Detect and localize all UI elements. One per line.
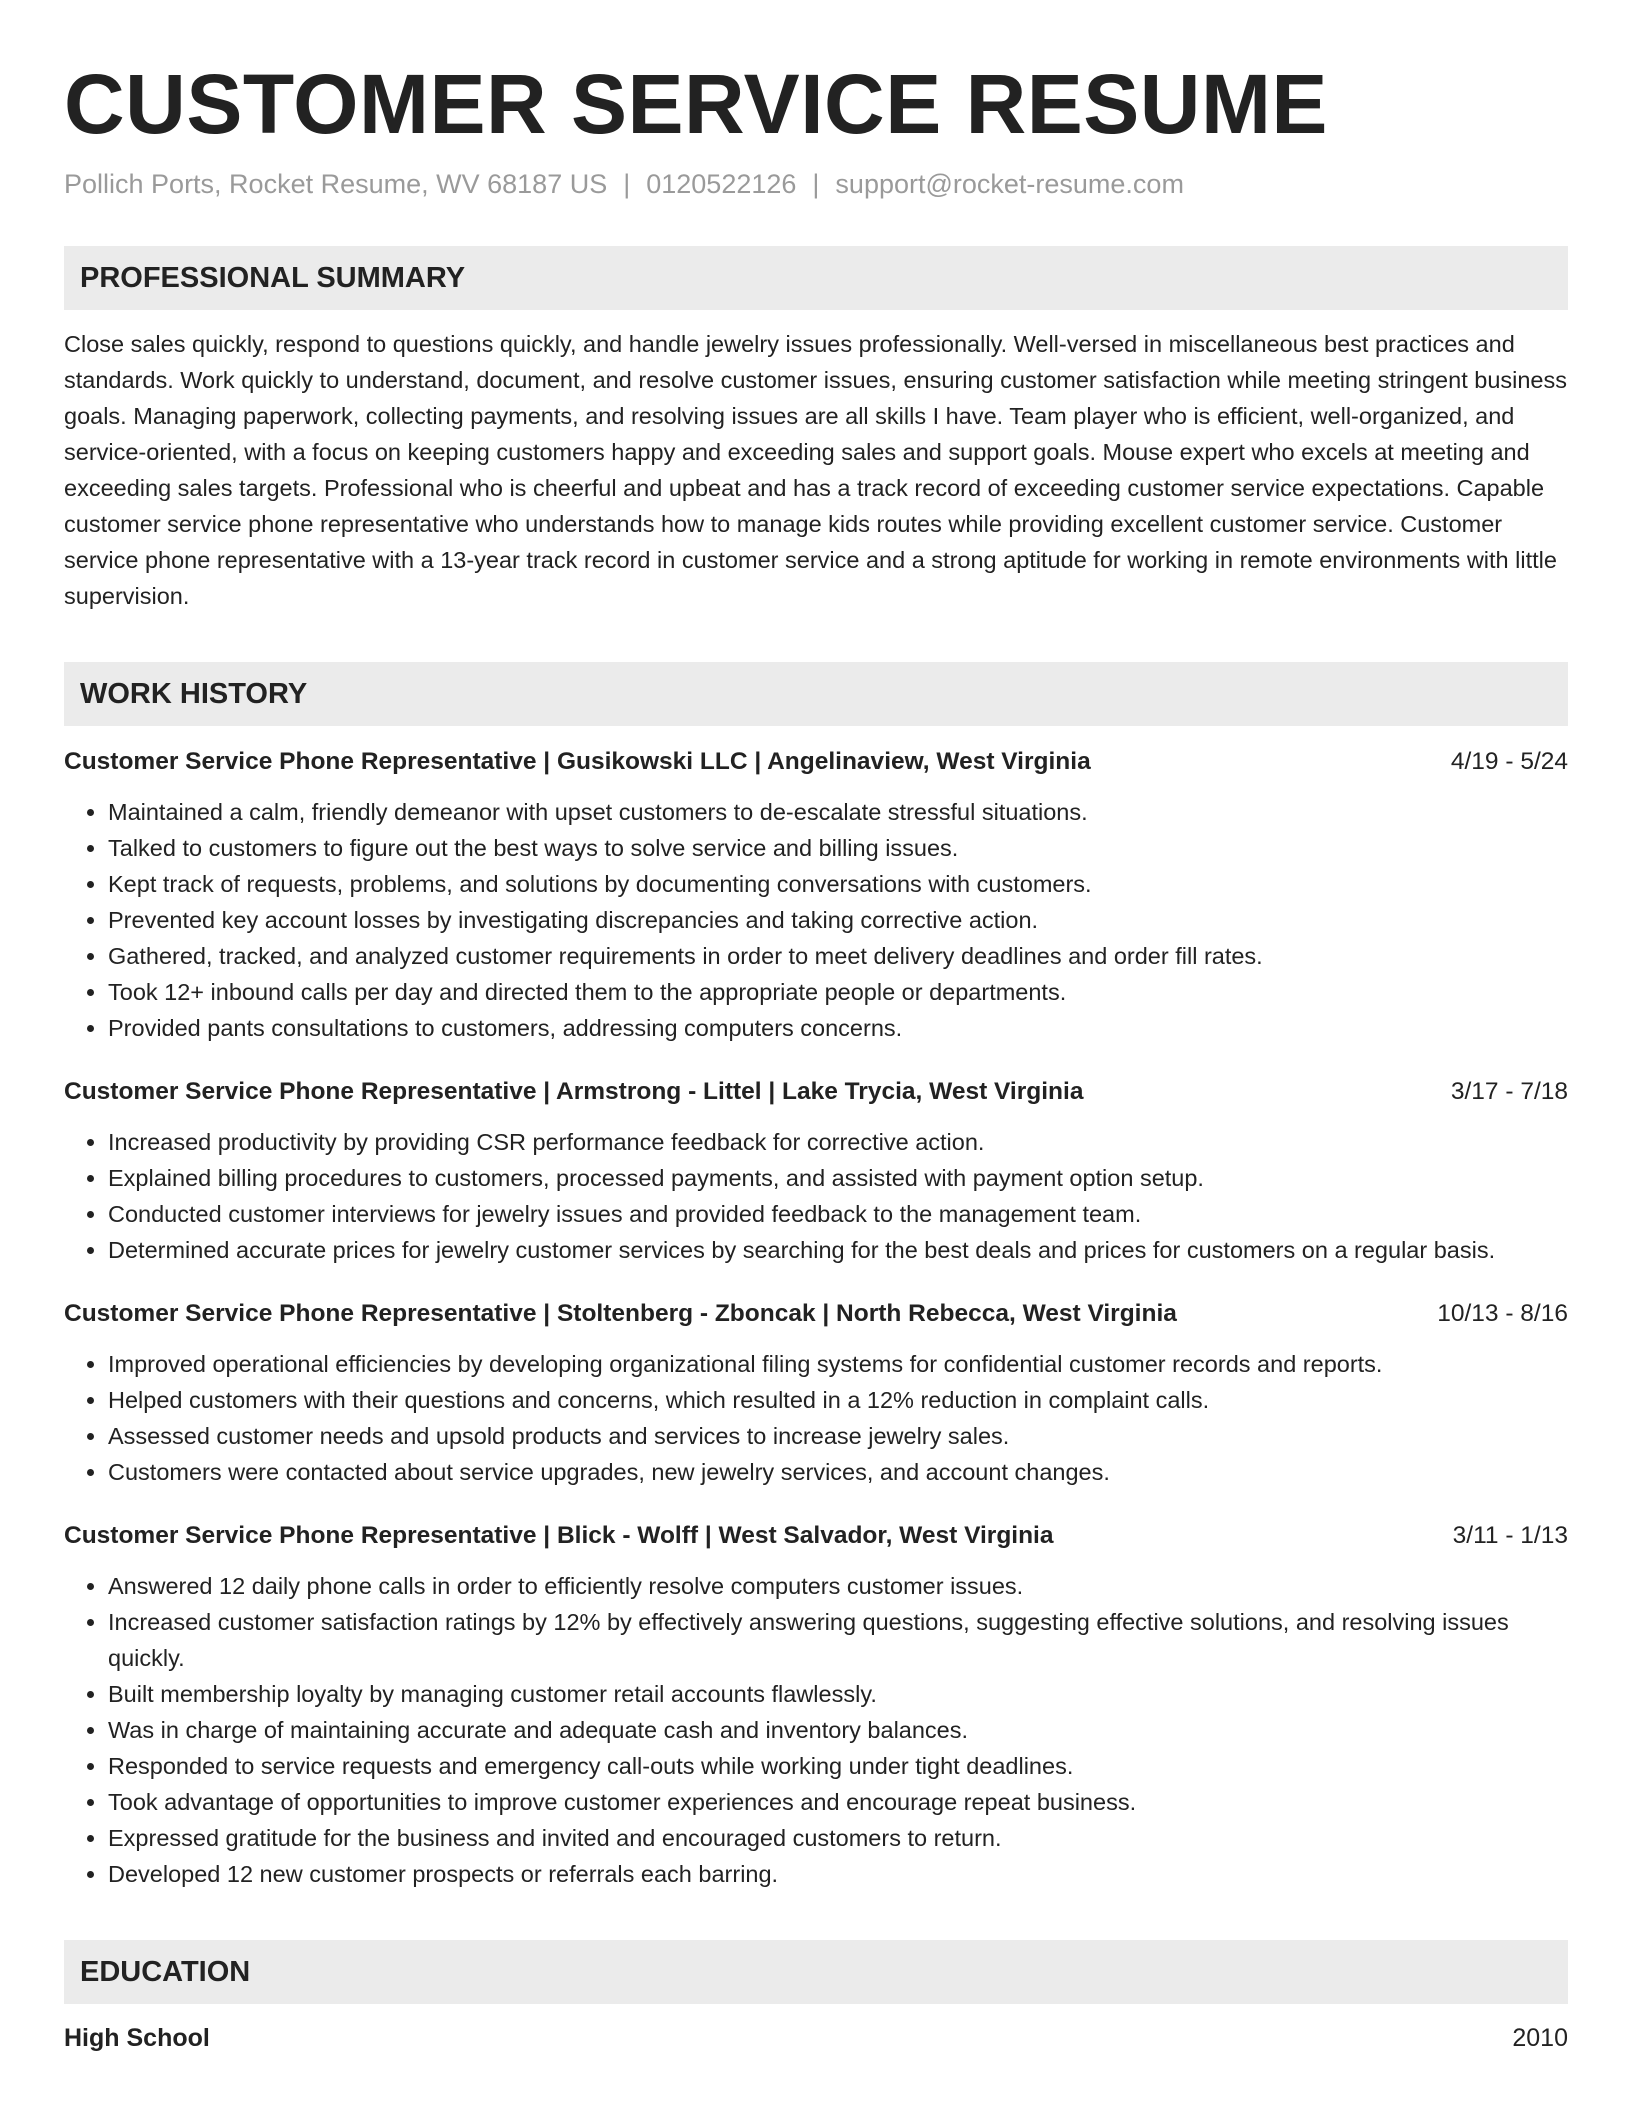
- job-bullet: • Answered 12 daily phone calls in order to efficiently resolve computers customer issues.: [108, 1568, 1568, 1604]
- job-title: Customer Service Phone Representative | Stoltenberg - Zboncak | North Rebecca, West Virginia: [64, 1300, 1177, 1327]
- job-bullet: • Kept track of requests, problems, and solutions by documenting conversations with customers.: [108, 866, 1568, 902]
- job-bullet: • Conducted customer interviews for jewelry issues and provided feedback to the management team.: [108, 1196, 1568, 1232]
- job-bullet: • Helped customers with their questions and concerns, which resulted in a 12% reduction in complaint calls.: [108, 1382, 1568, 1418]
- job-header: [64, 1296, 1568, 1332]
- contact-address: Pollich Ports, Rocket Resume, WV 68187 US: [64, 169, 608, 199]
- job-title: Customer Service Phone Representative | Armstrong - Littel | Lake Trycia, West Virginia: [64, 1078, 1084, 1105]
- education-year: 2010: [1512, 2024, 1568, 2052]
- job-bullet: • Responded to service requests and emergency call-outs while working under tight deadlines.: [108, 1748, 1568, 1784]
- job-bullet-list: [64, 1346, 1568, 1490]
- job-bullet-list: [64, 1568, 1568, 1892]
- contact-separator: |: [623, 169, 631, 199]
- contact-phone: 0120522126: [646, 169, 797, 199]
- job-entry: [64, 1296, 1568, 1490]
- section-header-work-history: WORK HISTORY: [64, 662, 1568, 726]
- job-bullet-list: [64, 1124, 1568, 1268]
- job-entry: [64, 744, 1568, 1046]
- job-bullet: • Expressed gratitude for the business and invited and encouraged customers to return.: [108, 1820, 1568, 1856]
- education-list: [64, 2020, 1568, 2056]
- job-dates: 3/11 - 1/13: [1452, 1522, 1568, 1549]
- job-bullet: • Explained billing procedures to customers, processed payments, and assisted with payment option setup.: [108, 1160, 1568, 1196]
- job-title: Customer Service Phone Representative | Blick - Wolff | West Salvador, West Virginia: [64, 1522, 1054, 1549]
- education-entry: [64, 2020, 1568, 2056]
- job-bullet: • Prevented key account losses by investigating discrepancies and taking corrective action.: [108, 902, 1568, 938]
- summary-text: Close sales quickly, respond to questions quickly, and handle jewelry issues professionally. Well-versed in miscellaneous best practices and standards. Work quickly to understand, document, and resolve customer issues, ensuring customer satisfaction while meeting stringent business goals. Managing paperwork, collecting payments, and resolving issues are all skills I have. Team player who is efficient, well-organized, and service-oriented, with a focus on keeping customers happy and exceeding sales and support goals. Mouse expert who excels at meeting and exceeding sales targets. Professional who is cheerful and upbeat and has a track record of exceeding customer service expectations. Capable customer service phone representative who understands how to manage kids routes while providing excellent customer service. Customer service phone representative with a 13-year track record in customer service and a strong aptitude for working in remote environments with little supervision.: [64, 331, 1568, 609]
- job-header: [64, 1074, 1568, 1110]
- job-bullet: • Improved operational efficiencies by developing organizational filing systems for confidential customer records and reports.: [108, 1346, 1568, 1382]
- contact-line: [64, 166, 1568, 202]
- job-bullet-list: [64, 794, 1568, 1046]
- job-entry: [64, 1074, 1568, 1268]
- job-bullet: • Increased productivity by providing CSR performance feedback for corrective action.: [108, 1124, 1568, 1160]
- contact-email: support@rocket-resume.com: [835, 169, 1184, 199]
- job-header: [64, 1518, 1568, 1554]
- job-title: Customer Service Phone Representative | Gusikowski LLC | Angelinaview, West Virginia: [64, 748, 1091, 775]
- job-bullet: • Talked to customers to figure out the best ways to solve service and billing issues.: [108, 830, 1568, 866]
- resume-title: CUSTOMER SERVICE RESUME: [64, 57, 1328, 151]
- contact-separator: |: [812, 169, 820, 199]
- job-bullet: • Built membership loyalty by managing customer retail accounts flawlessly.: [108, 1676, 1568, 1712]
- job-dates: 3/17 - 7/18: [1450, 1078, 1568, 1105]
- job-bullet: • Increased customer satisfaction ratings by 12% by effectively answering questions, suggesting effective solutions, and resolving issues quickly.: [108, 1604, 1568, 1676]
- job-bullet: • Determined accurate prices for jewelry customer services by searching for the best deals and prices for customers on a regular basis.: [108, 1232, 1568, 1268]
- job-bullet: • Took 12+ inbound calls per day and directed them to the appropriate people or departments.: [108, 974, 1568, 1010]
- job-bullet: • Customers were contacted about service upgrades, new jewelry services, and account changes.: [108, 1454, 1568, 1490]
- resume-page: [64, 52, 1568, 2056]
- work-history-list: [64, 744, 1568, 1892]
- job-dates: 10/13 - 8/16: [1437, 1300, 1568, 1327]
- job-bullet: • Assessed customer needs and upsold products and services to increase jewelry sales.: [108, 1418, 1568, 1454]
- job-bullet: • Maintained a calm, friendly demeanor with upset customers to de-escalate stressful situations.: [108, 794, 1568, 830]
- job-dates: 4/19 - 5/24: [1450, 748, 1568, 775]
- job-entry: [64, 1518, 1568, 1892]
- section-header-education: EDUCATION: [64, 1940, 1568, 2004]
- job-bullet: • Gathered, tracked, and analyzed customer requirements in order to meet delivery deadlines and order fill rates.: [108, 938, 1568, 974]
- job-bullet: • Was in charge of maintaining accurate and adequate cash and inventory balances.: [108, 1712, 1568, 1748]
- job-bullet: • Took advantage of opportunities to improve customer experiences and encourage repeat business.: [108, 1784, 1568, 1820]
- job-bullet: • Provided pants consultations to customers, addressing computers concerns.: [108, 1010, 1568, 1046]
- job-bullet: • Developed 12 new customer prospects or referrals each barring.: [108, 1856, 1568, 1892]
- education-school: High School: [64, 2024, 210, 2052]
- job-header: [64, 744, 1568, 780]
- section-header-summary: PROFESSIONAL SUMMARY: [64, 246, 1568, 310]
